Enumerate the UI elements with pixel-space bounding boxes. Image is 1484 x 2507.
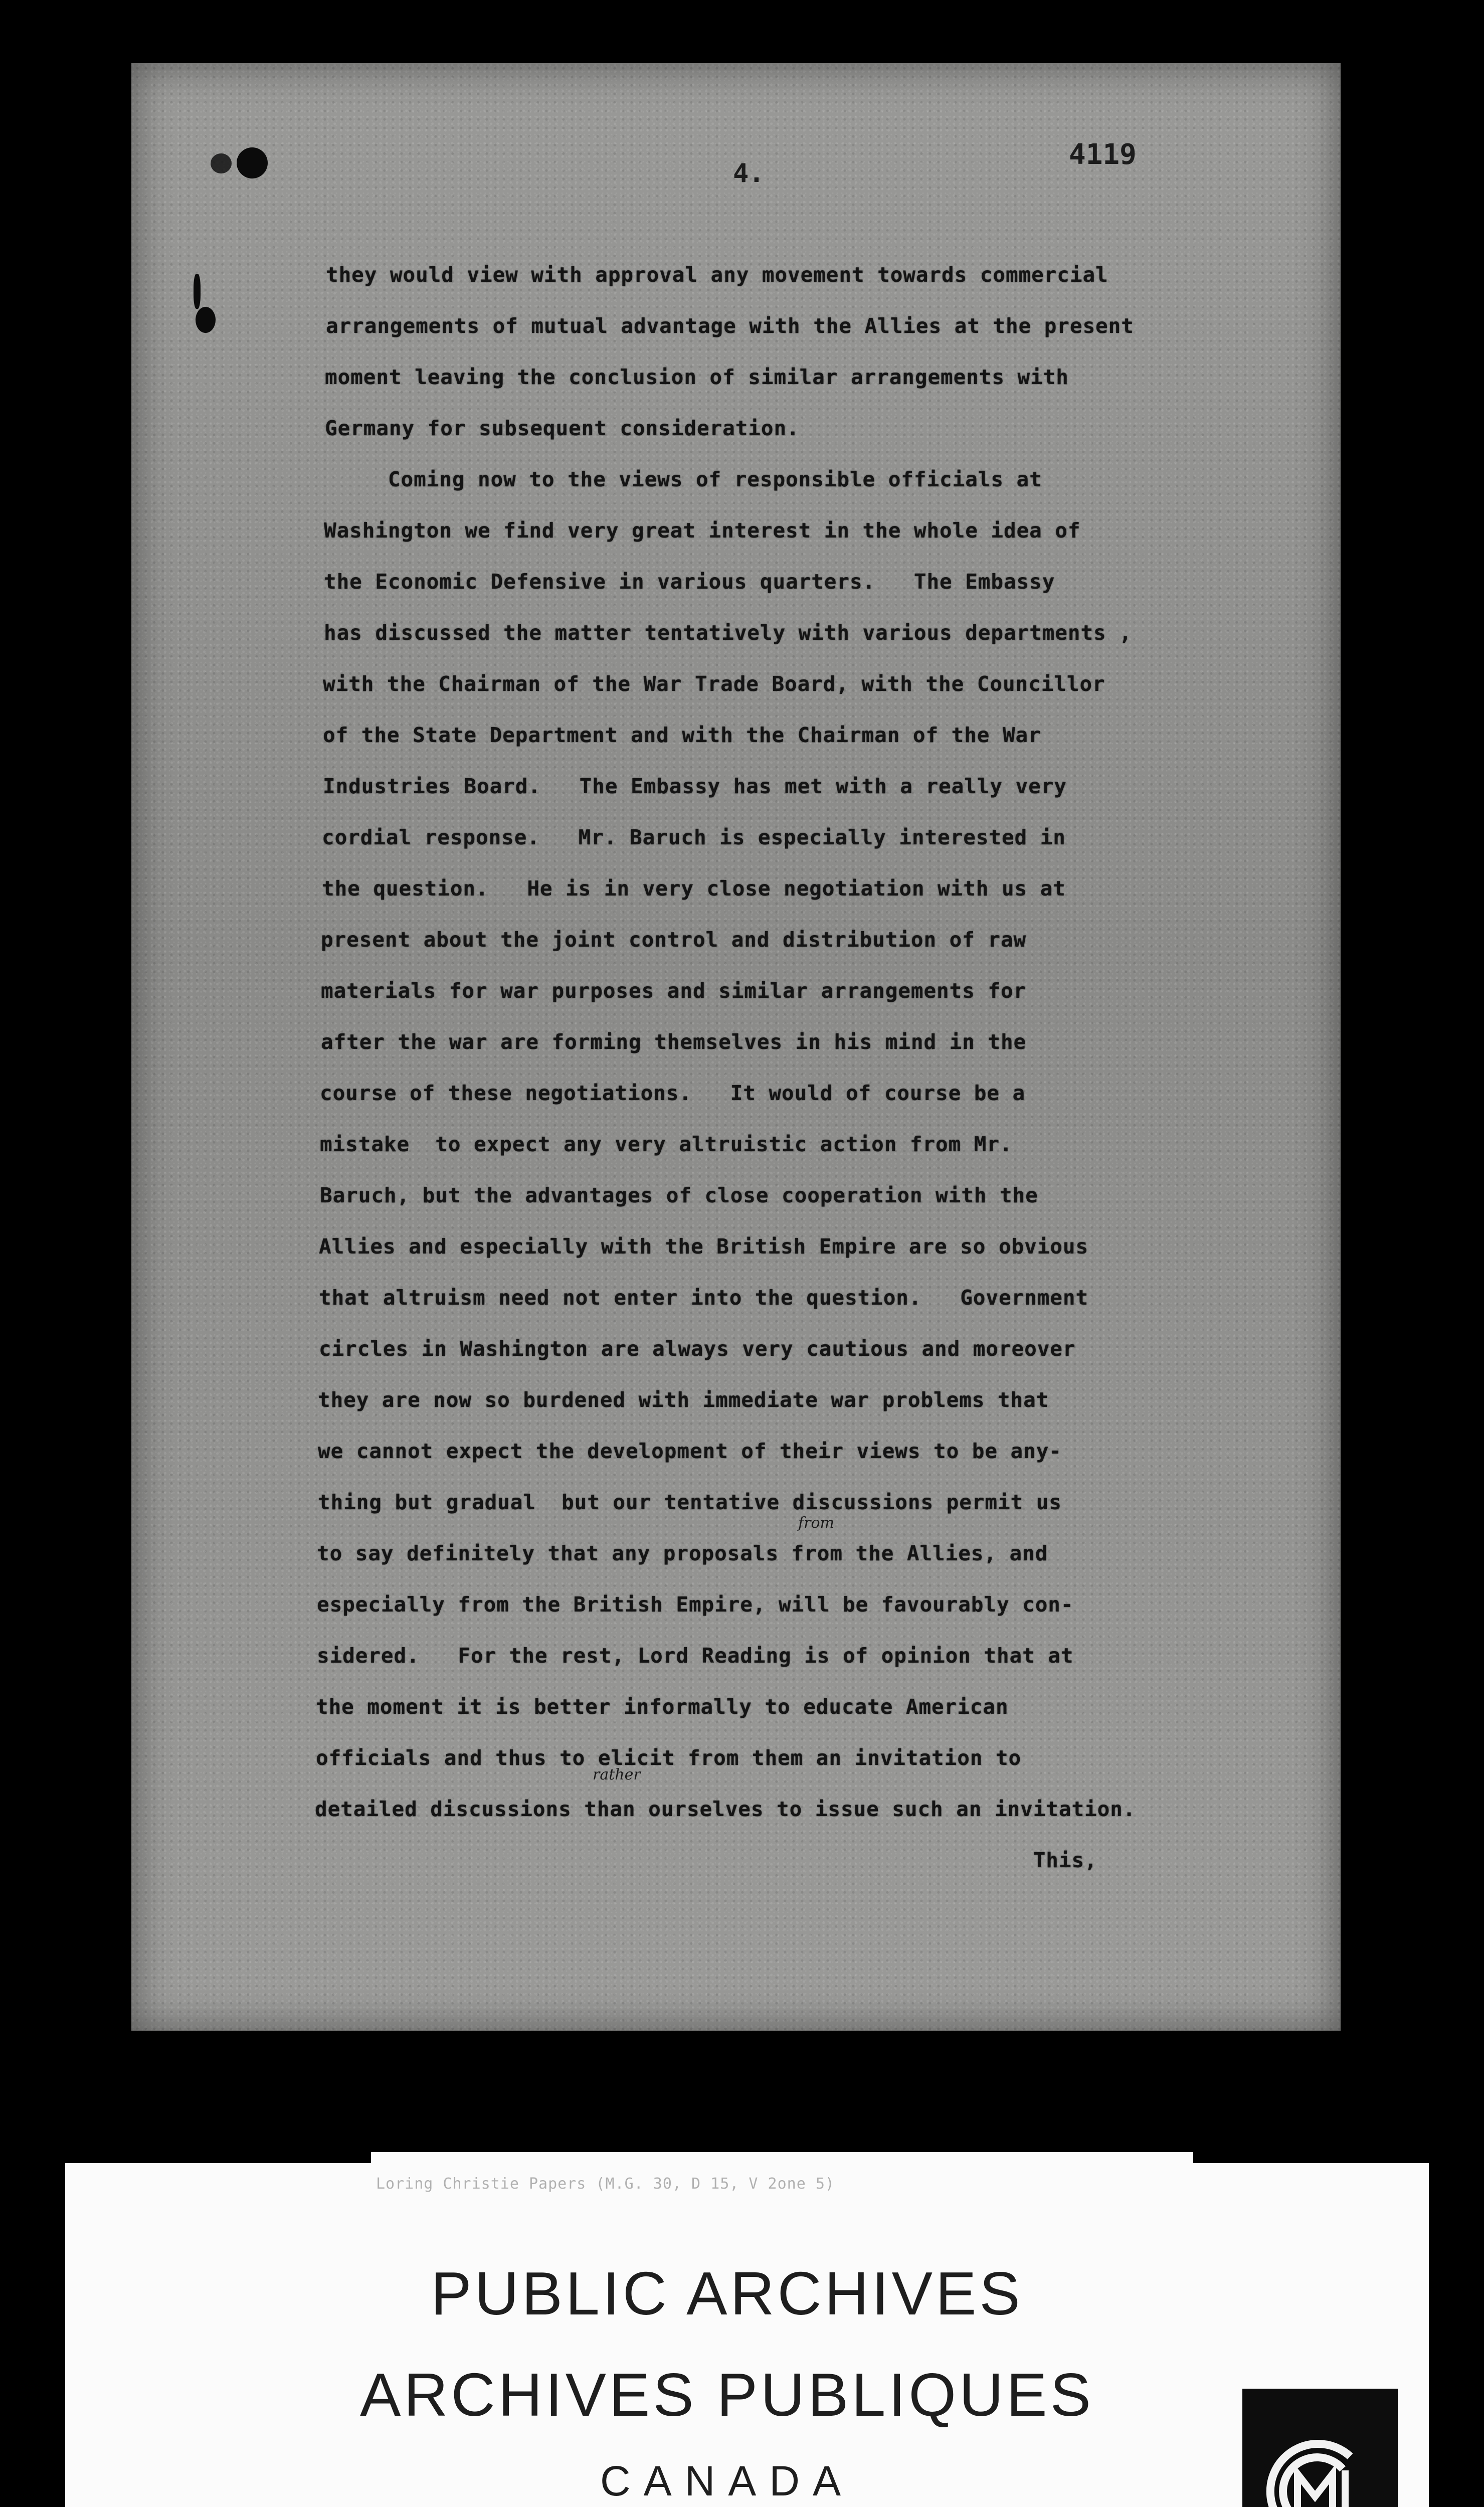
text-line: especially from the British Empire, will be favourably con- <box>317 1592 1074 1617</box>
text-line: Coming now to the views of responsible officials at <box>324 467 1042 491</box>
document-page <box>131 63 1341 2031</box>
text-line: they would view with approval any movement towards commercial <box>326 263 1108 287</box>
text-line: after the war are forming themselves in his mind in the <box>321 1030 1027 1054</box>
document-number: 4119 <box>1069 138 1137 171</box>
archives-logo-icon <box>1242 2389 1398 2507</box>
text-line: detailed discussions than ourselves to issue such an invitation. <box>315 1797 1136 1821</box>
text-line: Allies and especially with the British Empire are so obvious <box>319 1234 1089 1259</box>
text-line: we cannot expect the development of their views to be any- <box>318 1439 1062 1463</box>
text-line: of the State Department and with the Chairman of the War <box>323 723 1041 747</box>
text-line: the Economic Defensive in various quarters. The Embassy <box>324 570 1055 594</box>
text-line: Germany for subsequent consideration. <box>325 416 800 440</box>
text-line: cordial response. Mr. Baruch is especially interested in <box>322 825 1066 849</box>
archive-name-english: PUBLIC ARCHIVES <box>431 2259 1023 2327</box>
text-line: thing but gradual but our tentative discussions permit us <box>318 1490 1062 1514</box>
text-line: Baruch, but the advantages of close cooperation with the <box>320 1183 1038 1207</box>
text-line: Industries Board. The Embassy has met with a really very <box>323 774 1067 798</box>
text-line: has discussed the matter tentatively with various departments , <box>324 621 1132 645</box>
text-line: that altruism need not enter into the question. Government <box>319 1286 1089 1310</box>
text-line: mistake to expect any very altruistic action from Mr. <box>320 1132 1013 1156</box>
page-number: 4. <box>733 158 765 189</box>
text-line: arrangements of mutual advantage with the Allies at the present <box>326 314 1134 338</box>
text-line: Washington we find very great interest in the whole idea of <box>324 518 1081 543</box>
text-line: sidered. For the rest, Lord Reading is of opinion that at <box>317 1644 1074 1668</box>
archive-label-card <box>65 2163 1429 2507</box>
text-line: to say definitely that any proposals from the Allies, and <box>317 1541 1048 1565</box>
text-line: with the Chairman of the War Trade Board, with the Councillor <box>323 672 1105 696</box>
reference-line: Loring Christie Papers (M.G. 30, D 15, V 2one 5) <box>376 2175 835 2193</box>
text-line: materials for war purposes and similar arrangements for <box>321 979 1027 1003</box>
handwritten-insertion: rather <box>593 1766 641 1783</box>
archive-name-french: ARCHIVES PUBLIQUES <box>360 2361 1094 2429</box>
archive-country: CANADA <box>600 2457 854 2504</box>
text-line: present about the joint control and distribution of raw <box>321 928 1027 952</box>
text-line: moment leaving the conclusion of similar arrangements with <box>325 365 1069 389</box>
handwritten-insertion: from <box>798 1514 834 1532</box>
text-line: This, <box>315 1848 1097 1872</box>
text-line: course of these negotiations. It would of course be a <box>320 1081 1026 1105</box>
text-line: they are now so burdened with immediate war problems that <box>318 1388 1049 1412</box>
letter-body <box>131 63 1341 2031</box>
text-line: the moment it is better informally to educate American <box>316 1695 1009 1719</box>
text-line: officials and thus to elicit from them an invitation to <box>316 1746 1022 1770</box>
text-line: circles in Washington are always very cautious and moreover <box>319 1337 1076 1361</box>
text-line: the question. He is in very close negotiation with us at <box>322 876 1066 901</box>
